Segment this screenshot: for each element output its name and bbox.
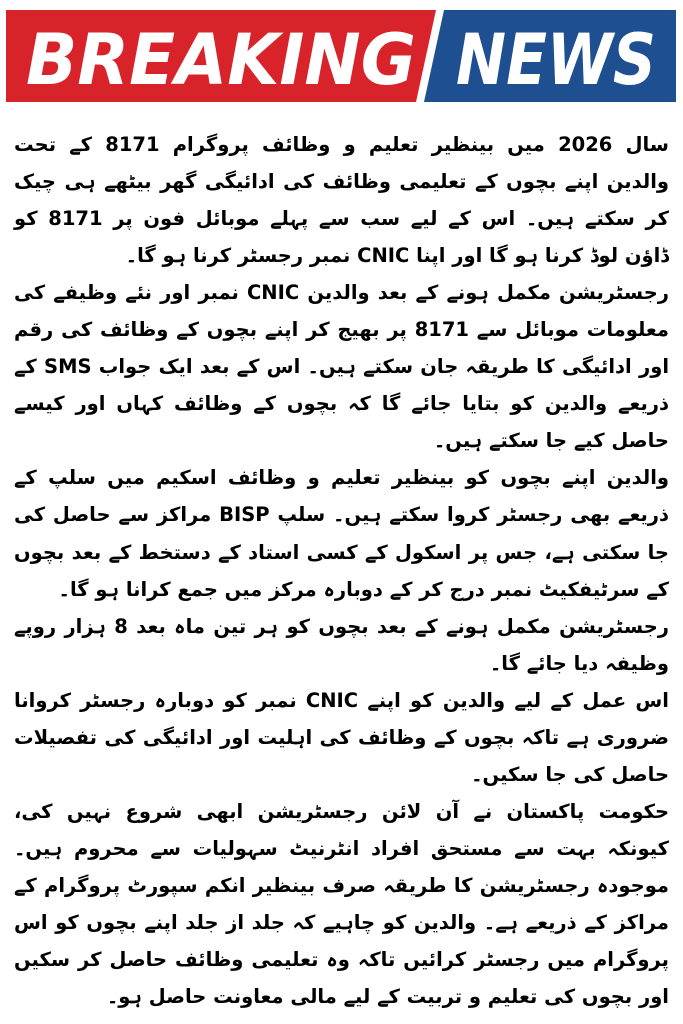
- breaking-news-banner: [0, 0, 683, 118]
- article-paragraph-3: والدین اپنے بچوں کو بینظیر تعلیم و وظائف اسکیم میں سلپ کے ذریعے بھی رجسٹر کروا سکتے ہیں۔ سلپ BISP مراکز سے حاصل کی جا سکتی ہے، جس پر اسکول کے کسی استاد کے دستخط کے بعد بچوں کے سرٹیفکیٹ نمبر درج کر کے دوبارہ مرکز میں جمع کرانا ہو گا۔: [14, 466, 670, 601]
- article-paragraph-6: حکومت پاکستان نے آن لائن رجسٹریشن ابھی شروع نہیں کی، کیونکہ بہت سے مستحق افراد انٹرنیٹ سہولیات سے محروم ہیں۔ موجودہ رجسٹریشن کا طریقہ صرف بینظیر انکم سپورٹ پروگرام کے مراکز کے ذریعے ہے۔ والدین کو چاہیے کہ جلد از جلد اپنے بچوں کو اس پروگرام میں رجسٹر کرائیں تاکہ وہ تعلیمی وظائف حاصل کر سکیں اور بچوں کی تعلیم و تربیت کے لیے مالی معاونت حاصل ہو۔: [14, 799, 669, 1009]
- article-paragraph-2: رجسٹریشن مکمل ہونے کے بعد والدین CNIC نمبر اور نئے وظیفے کی معلومات موبائل سے 8171 پر بھیج کر اپنے بچوں کے وظائف کی رقم اور ادائیگی کا طریقہ جان سکتے ہیں۔ اس کے بعد ایک جواب SMS کے ذریعے والدین کو بتایا جائے گا کہ بچوں کے وظائف کہاں اور کیسے حاصل کیے جا سکتے ہیں۔: [14, 281, 669, 453]
- banner-news-word: NEWS: [456, 19, 656, 101]
- article-body: [14, 126, 669, 1016]
- banner-breaking-word: BREAKING: [26, 19, 416, 101]
- article-paragraph-1: سال 2026 میں بینظیر تعلیم و وظائف پروگرام 8171 کے تحت والدین اپنے بچوں کے تعلیمی وظائف کی ادائیگی گھر بیٹھے ہی چیک کر سکتے ہیں۔ اس کے لیے سب سے پہلے موبائل فون پر 8171 کو ڈاؤن لوڈ کرنا ہو گا اور اپنا CNIC نمبر رجسٹر کرنا ہو گا۔: [14, 133, 669, 268]
- article-paragraph-5: اس عمل کے لیے والدین کو اپنے CNIC نمبر کو دوبارہ رجسٹر کروانا ضروری ہے تاکہ بچوں کے وظائف کی اہلیت اور ادائیگی کی تفصیلات حاصل کی جا سکیں۔: [14, 688, 669, 786]
- article-paragraph-4: رجسٹریشن مکمل ہونے کے بعد بچوں کو ہر تین ماہ بعد 8 ہزار روپے وظیفہ دیا جائے گا۔: [14, 614, 669, 675]
